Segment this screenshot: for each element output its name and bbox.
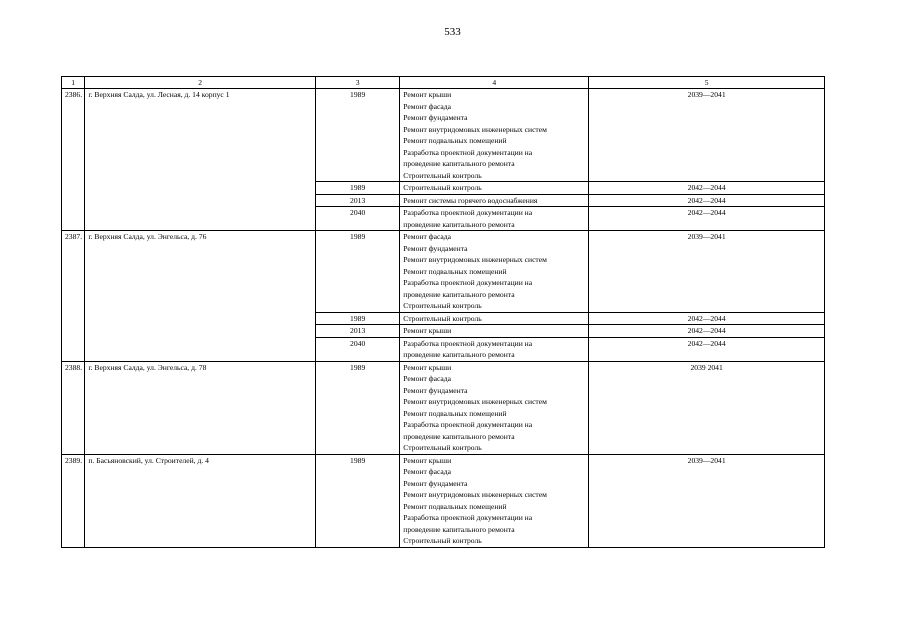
- work-item: Ремонт фасада: [403, 232, 452, 241]
- works-cell: [400, 325, 589, 338]
- work-item: Строительный контроль: [403, 183, 482, 192]
- year-cell: 2040: [315, 207, 399, 231]
- work-item: проведение капитального ремонта: [403, 289, 515, 299]
- capital-repair-table: [61, 76, 825, 548]
- period-cell: 2039—2041: [589, 454, 825, 547]
- work-item: Разработка проектной документации на: [403, 513, 533, 522]
- work-item: Ремонт крыши: [403, 90, 452, 99]
- work-item: Ремонт внутридомовых инженерных систем: [403, 397, 547, 406]
- work-item: Разработка проектной документации на: [403, 338, 533, 348]
- column-header: 2: [85, 77, 316, 89]
- work-item: Строительный контроль: [403, 170, 482, 180]
- works-cell: [400, 231, 589, 313]
- works-cell: [400, 207, 589, 231]
- column-number-row: [62, 77, 825, 89]
- column-header: 5: [589, 77, 825, 89]
- work-item: проведение капитального ремонта: [403, 159, 515, 168]
- work-item: Разработка проектной документации на: [403, 278, 533, 287]
- work-item: проведение капитального ремонта: [403, 350, 515, 359]
- work-item: Ремонт фасада: [403, 374, 452, 383]
- work-item: Ремонт подвальных помещений: [403, 136, 507, 145]
- work-item: Ремонт внутридомовых инженерных систем: [403, 255, 547, 264]
- entry-number: 2387.: [62, 231, 85, 362]
- year-cell: 2013: [315, 194, 399, 207]
- table-row: [62, 89, 825, 182]
- table-row: [62, 231, 825, 313]
- works-cell: [400, 182, 589, 195]
- period-cell: 2039—2041: [589, 89, 825, 182]
- year-cell: 2013: [315, 325, 399, 338]
- period-cell: 2042—2044: [589, 337, 825, 361]
- work-item: Ремонт фундамента: [403, 385, 468, 395]
- period-cell: 2042—2044: [589, 194, 825, 207]
- work-item: Ремонт фасада: [403, 101, 452, 111]
- period-cell: 2042—2044: [589, 207, 825, 231]
- work-item: проведение капитального ремонта: [403, 524, 515, 534]
- works-cell: [400, 89, 589, 182]
- work-item: Ремонт подвальных помещений: [403, 408, 507, 418]
- work-item: Ремонт фундамента: [403, 243, 468, 253]
- work-item: Ремонт фундамента: [403, 113, 468, 122]
- building-address: г. Верхняя Салда, ул. Энгельса, д. 78: [85, 361, 316, 454]
- work-item: Ремонт системы горячего водоснабжения: [403, 195, 538, 205]
- work-item: Ремонт внутридомовых инженерных систем: [403, 124, 547, 134]
- work-item: Ремонт фундамента: [403, 478, 468, 488]
- column-header: 3: [315, 77, 399, 89]
- period-cell: 2039—2041: [589, 231, 825, 313]
- table-row: [62, 361, 825, 454]
- works-cell: [400, 194, 589, 207]
- work-item: Ремонт крыши: [403, 455, 452, 465]
- year-cell: 1989: [315, 312, 399, 325]
- work-item: Ремонт подвальных помещений: [403, 501, 507, 511]
- work-item: Строительный контроль: [403, 313, 482, 323]
- work-item: Строительный контроль: [403, 536, 482, 545]
- column-header: 4: [400, 77, 589, 89]
- work-item: Ремонт крыши: [403, 362, 452, 372]
- year-cell: 1989: [315, 361, 399, 454]
- works-cell: [400, 361, 589, 454]
- work-item: Ремонт внутридомовых инженерных систем: [403, 490, 547, 499]
- work-item: Ремонт крыши: [403, 326, 452, 335]
- year-cell: 1989: [315, 89, 399, 182]
- work-item: Разработка проектной документации на: [403, 208, 533, 217]
- entry-number: 2386.: [62, 89, 85, 231]
- work-item: проведение капитального ремонта: [403, 431, 515, 441]
- work-item: Ремонт фасада: [403, 467, 452, 476]
- period-cell: 2042—2044: [589, 182, 825, 195]
- building-address: п. Басьяновский, ул. Строителей, д. 4: [85, 454, 316, 547]
- work-item: Разработка проектной документации на: [403, 420, 533, 429]
- page-number: 533: [444, 26, 461, 38]
- year-cell: 1989: [315, 231, 399, 313]
- work-item: Строительный контроль: [403, 301, 482, 310]
- work-item: проведение капитального ремонта: [403, 219, 515, 229]
- works-cell: [400, 337, 589, 361]
- entry-number: 2388.: [62, 361, 85, 454]
- column-header: 1: [62, 77, 85, 89]
- period-cell: 2039 2041: [589, 361, 825, 454]
- works-cell: [400, 312, 589, 325]
- year-cell: 1989: [315, 182, 399, 195]
- entry-number: 2389.: [62, 454, 85, 547]
- table-row: [62, 454, 825, 547]
- work-item: Строительный контроль: [403, 443, 482, 452]
- work-item: Разработка проектной документации на: [403, 147, 533, 157]
- period-cell: 2042—2044: [589, 312, 825, 325]
- work-item: Ремонт подвальных помещений: [403, 266, 507, 276]
- year-cell: 1989: [315, 454, 399, 547]
- works-cell: [400, 454, 589, 547]
- building-address: г. Верхняя Салда, ул. Лесная, д. 14 корпус 1: [85, 89, 316, 231]
- building-address: г. Верхняя Салда, ул. Энгельса, д. 76: [85, 231, 316, 362]
- period-cell: 2042—2044: [589, 325, 825, 338]
- year-cell: 2040: [315, 337, 399, 361]
